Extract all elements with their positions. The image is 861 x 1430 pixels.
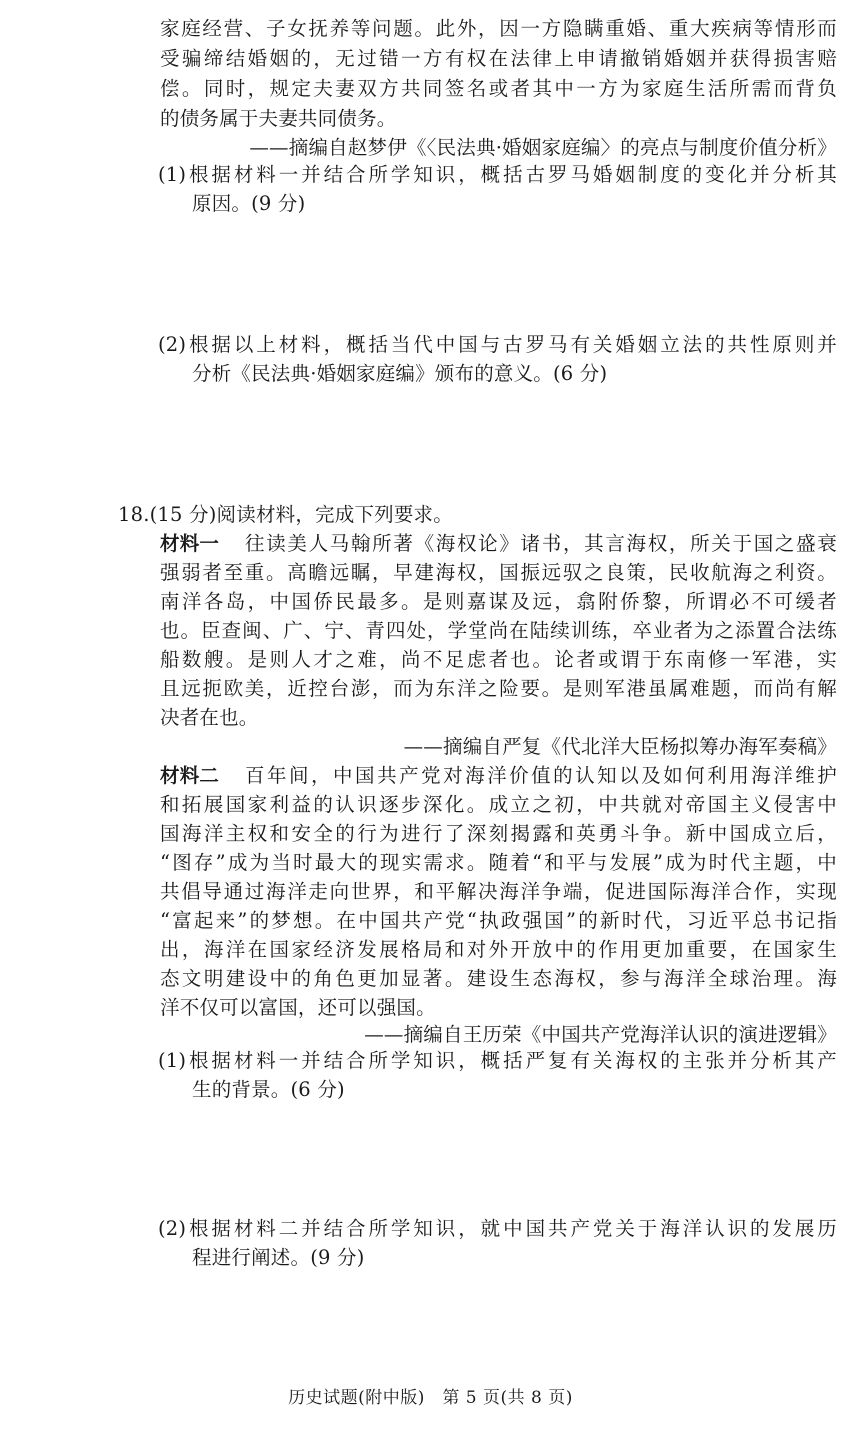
paragraph-line: 家庭经营、子女抚养等问题。此外，因一方隐瞒重婚、重大疾病等情形而 (160, 17, 837, 40)
paragraph-line: 往读美人马翰所著《海权论》诸书，其言海权，所关于国之盛衰 (245, 532, 837, 555)
material-label: 材料一 (160, 532, 220, 555)
page-footer: 历史试题(附中版) 第 5 页(共 8 页) (288, 1388, 573, 1408)
subquestion-text: 分析《民法典·婚姻家庭编》颁布的意义。(6 分) (192, 362, 608, 385)
subquestion-text: (1)根据材料一并结合所学知识，概括严复有关海权的主张并分析其产 (158, 1049, 837, 1072)
material-label: 材料二 (160, 764, 220, 787)
paragraph-line: 和拓展国家利益的认识逐步深化。成立之初，中共就对帝国主义侵害中 (160, 793, 837, 816)
source-citation: ——摘编自赵梦伊《〈民法典·婚姻家庭编〉的亮点与制度价值分析》 (249, 136, 837, 159)
subquestion-text: 生的背景。(6 分) (192, 1078, 345, 1101)
source-citation: ——摘编自王历荣《中国共产党海洋认识的演进逻辑》 (364, 1023, 837, 1046)
subquestion-text: (2)根据材料二并结合所学知识，就中国共产党关于海洋认识的发展历 (158, 1217, 837, 1240)
paragraph-line: 百年间，中国共产党对海洋价值的认知以及如何利用海洋维护 (245, 764, 837, 787)
paragraph-line: 国海洋主权和安全的行为进行了深刻揭露和英勇斗争。新中国成立后， (160, 822, 837, 845)
paragraph-line: 洋不仅可以富国，还可以强国。 (160, 996, 436, 1019)
paragraph-line: “富起来”的梦想。在中国共产党“执政强国”的新时代，习近平总书记指 (160, 909, 837, 932)
paragraph-line: 共倡导通过海洋走向世界，和平解决海洋争端，促进国际海洋合作，实现 (160, 880, 837, 903)
paragraph-line: 强弱者至重。高瞻远瞩，早建海权，国振远驭之良策，民收航海之利资。 (160, 561, 837, 584)
paragraph-line: 决者在也。 (160, 706, 259, 729)
paragraph-line: 受骗缔结婚姻的，无过错一方有权在法律上申请撤销婚姻并获得损害赔 (160, 47, 837, 70)
subquestion-text: 程进行阐述。(9 分) (192, 1246, 365, 1269)
paragraph-line: 态文明建设中的角色更加显著。建设生态海权，参与海洋全球治理。海 (160, 967, 837, 990)
paragraph-line: 的债务属于夫妻共同债务。 (160, 107, 397, 130)
question-18-header: 18.(15 分)阅读材料，完成下列要求。 (118, 503, 453, 526)
paragraph-line: 也。臣查闽、广、宁、青四处，学堂尚在陆续训练，卒业者为之添置合法练 (160, 619, 837, 642)
paragraph-line: 南洋各岛，中国侨民最多。是则嘉谋及远，翕附侨黎，所谓必不可缓者 (160, 590, 837, 613)
paragraph-line: 且远扼欧美，近控台澎，而为东洋之险要。是则军港虽属难题，而尚有解 (160, 677, 837, 700)
subquestion-text: 原因。(9 分) (192, 192, 306, 215)
paragraph-line: “图存”成为当时最大的现实需求。随着“和平与发展”成为时代主题，中 (160, 851, 837, 874)
paragraph-line: 船数艘。是则人才之难，尚不足虑者也。论者或谓于东南修一军港，实 (160, 648, 837, 671)
subquestion-text: (1)根据材料一并结合所学知识，概括古罗马婚姻制度的变化并分析其 (158, 163, 837, 186)
source-citation: ——摘编自严复《代北洋大臣杨拟筹办海军奏稿》 (403, 735, 837, 758)
subquestion-text: (2)根据以上材料，概括当代中国与古罗马有关婚姻立法的共性原则并 (158, 333, 837, 356)
paragraph-line: 偿。同时，规定夫妻双方共同签名或者其中一方为家庭生活所需而背负 (160, 77, 837, 100)
paragraph-line: 出，海洋在国家经济发展格局和对外开放中的作用更加重要，在国家生 (160, 938, 837, 961)
